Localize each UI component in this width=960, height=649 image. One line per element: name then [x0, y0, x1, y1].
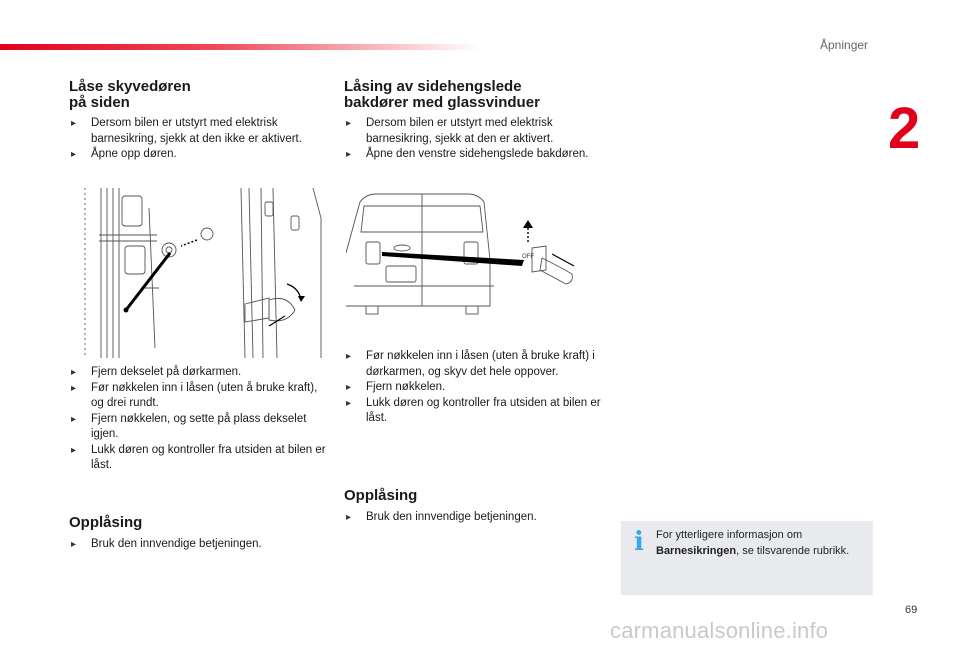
list-item: ▸ Fjern nøkkelen. [344, 380, 602, 396]
info-text-before: For ytterligere informasjon om [656, 529, 803, 541]
right-unlock-list [344, 510, 602, 526]
info-icon: i [634, 527, 644, 557]
list-item: ▸ Bruk den innvendige betjeningen. [69, 537, 331, 553]
left-section-title [69, 79, 191, 111]
left-unlock-title: Opplåsing [69, 514, 143, 531]
info-text [656, 527, 868, 559]
list-item: ▸ Bruk den innvendige betjeningen. [344, 510, 602, 526]
list-item: ▸ Åpne den venstre sidehengslede bakdøren. [344, 147, 589, 163]
right-intro-list [344, 116, 589, 163]
list-item: ▸ Før nøkkelen inn i låsen (uten å bruke kraft) i dørkarmen, og skyv det hele oppover. [344, 349, 602, 380]
top-accent-bar [0, 44, 480, 50]
left-steps-list [69, 365, 331, 474]
page-number: 69 [905, 604, 918, 616]
info-text-after: , se tilsvarende rubrikk. [736, 545, 850, 557]
info-box [621, 521, 873, 595]
right-steps-list [344, 349, 602, 427]
list-item: ▸ Fjern nøkkelen, og sette på plass dekselet igjen. [69, 412, 331, 443]
off-label: OFF [522, 254, 534, 260]
list-item: ▸ Dersom bilen er utstyrt med elektrisk barnesikring, sjekk at den er aktivert. [344, 116, 589, 147]
right-title-line2: bakdører med glassvinduer [344, 94, 540, 111]
right-title-line1: Låsing av sidehengslede [344, 78, 522, 95]
left-title-line2: på siden [69, 94, 130, 111]
section-label: Åpninger [820, 38, 869, 52]
left-unlock-list [69, 537, 331, 553]
right-unlock-title: Opplåsing [344, 487, 418, 504]
chapter-number: 2 [888, 96, 921, 161]
list-item: ▸ Lukk døren og kontroller fra utsiden at bilen er låst. [69, 443, 331, 474]
list-item: ▸ Åpne opp døren. [69, 147, 331, 163]
left-intro-list [69, 116, 331, 163]
list-item: ▸ Lukk døren og kontroller fra utsiden at bilen er låst. [344, 396, 602, 427]
left-title-line1: Låse skyvedøren [69, 78, 191, 95]
info-text-bold: Barnesikringen [656, 545, 737, 557]
list-item: ▸ Før nøkkelen inn i låsen (uten å bruke kraft), og drei rundt. [69, 381, 331, 412]
right-section-title [344, 79, 540, 111]
watermark: carmanualsonline.info [610, 618, 829, 643]
sliding-door-lock-figure [69, 188, 325, 358]
list-item: ▸ Fjern dekselet på dørkarmen. [69, 365, 331, 381]
list-item: ▸ Dersom bilen er utstyrt med elektrisk barnesikring, sjekk at den ikke er aktivert. [69, 116, 331, 147]
rear-doors-lock-figure [346, 192, 590, 318]
